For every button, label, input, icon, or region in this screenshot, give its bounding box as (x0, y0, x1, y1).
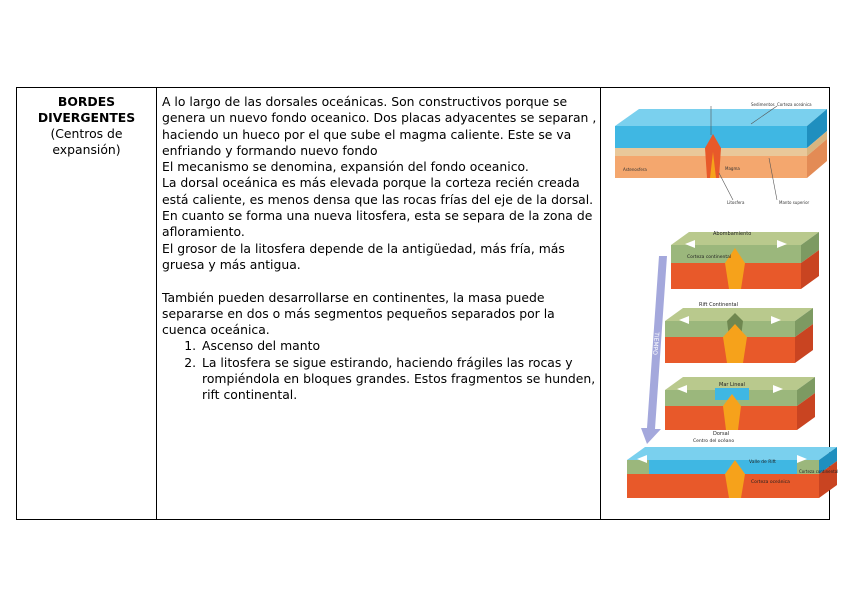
category-subtitle: expansión) (52, 142, 121, 157)
paragraph: La dorsal oceánica es más elevada porque la corteza recién creada está caliente, es menos densa que las rocas frías del eje de la dorsal. (162, 175, 594, 207)
figure-label: Corteza oceánica (751, 480, 790, 485)
stage-ocean-ridge (627, 431, 838, 498)
column-divider (156, 88, 157, 519)
illustration-cell (601, 88, 839, 519)
figure-label: Sedimentos (751, 102, 775, 107)
time-arrow (641, 256, 667, 444)
figure-label: Astenosfera (623, 167, 647, 172)
description-cell (162, 94, 600, 404)
numbered-list (162, 338, 600, 403)
figure-label: Corteza oceánica (777, 102, 812, 107)
divergent-boundary-illustration (601, 88, 839, 519)
category-title: BORDES (57, 94, 116, 109)
stage-uplift (671, 231, 819, 289)
category-title: DIVERGENTES (37, 110, 136, 125)
paragraph: En cuanto se forma una nueva litosfera, esta se separa de la zona de afloramiento. (162, 208, 593, 240)
category-subtitle: (Centros de (50, 126, 123, 141)
paragraph: También pueden desarrollarse en continentes, la masa puede separarse en dos o más segmentos pequeños separados por la cuenca oceánica. (162, 289, 555, 338)
stage-linear-sea (665, 377, 815, 430)
figure-label: Centro del océano (693, 439, 735, 444)
figure-label: Rift Continental (699, 302, 738, 308)
figure-label: Dorsal (713, 431, 730, 437)
blank-line (162, 273, 600, 289)
stage-continental-rift (665, 302, 813, 363)
paragraph: El grosor de la litosfera depende de la antigüedad, más fría, más gruesa y más antigua. (162, 240, 565, 272)
ridge-block-diagram (615, 102, 827, 205)
figure-label: Valle de Rift (749, 460, 776, 465)
figure-label: Abombamiento (713, 231, 752, 237)
figure-label: Litosfera (727, 200, 745, 205)
figure-label: Corteza continental (687, 255, 732, 260)
figure-label: Manto superior (779, 200, 810, 205)
category-cell (17, 94, 156, 158)
paragraph: A lo largo de las dorsales oceánicas. Son constructivos porque se genera un nuevo fondo oceanico. Dos placas adyacentes se separan , haciendo un hueco por el que sube el magma caliente. Este se va enfriando y formando nuevo fondo (162, 94, 597, 158)
content-table (16, 87, 839, 520)
figure-label: Mar Lineal (719, 382, 745, 388)
figure-label: Corteza continental (799, 469, 839, 474)
list-item: 2. La litosfera se sigue estirando, haciendo frágiles las rocas y rompiéndola en bloques grandes. Estos fragmentos se hunden, rift continental. (200, 355, 600, 404)
time-label: TIEMPO (651, 331, 660, 356)
list-item: 1. Ascenso del manto (200, 338, 600, 354)
paragraph: El mecanismo se denomina, expansión del fondo oceanico. (162, 159, 529, 175)
figure-label: Magma (725, 166, 740, 171)
